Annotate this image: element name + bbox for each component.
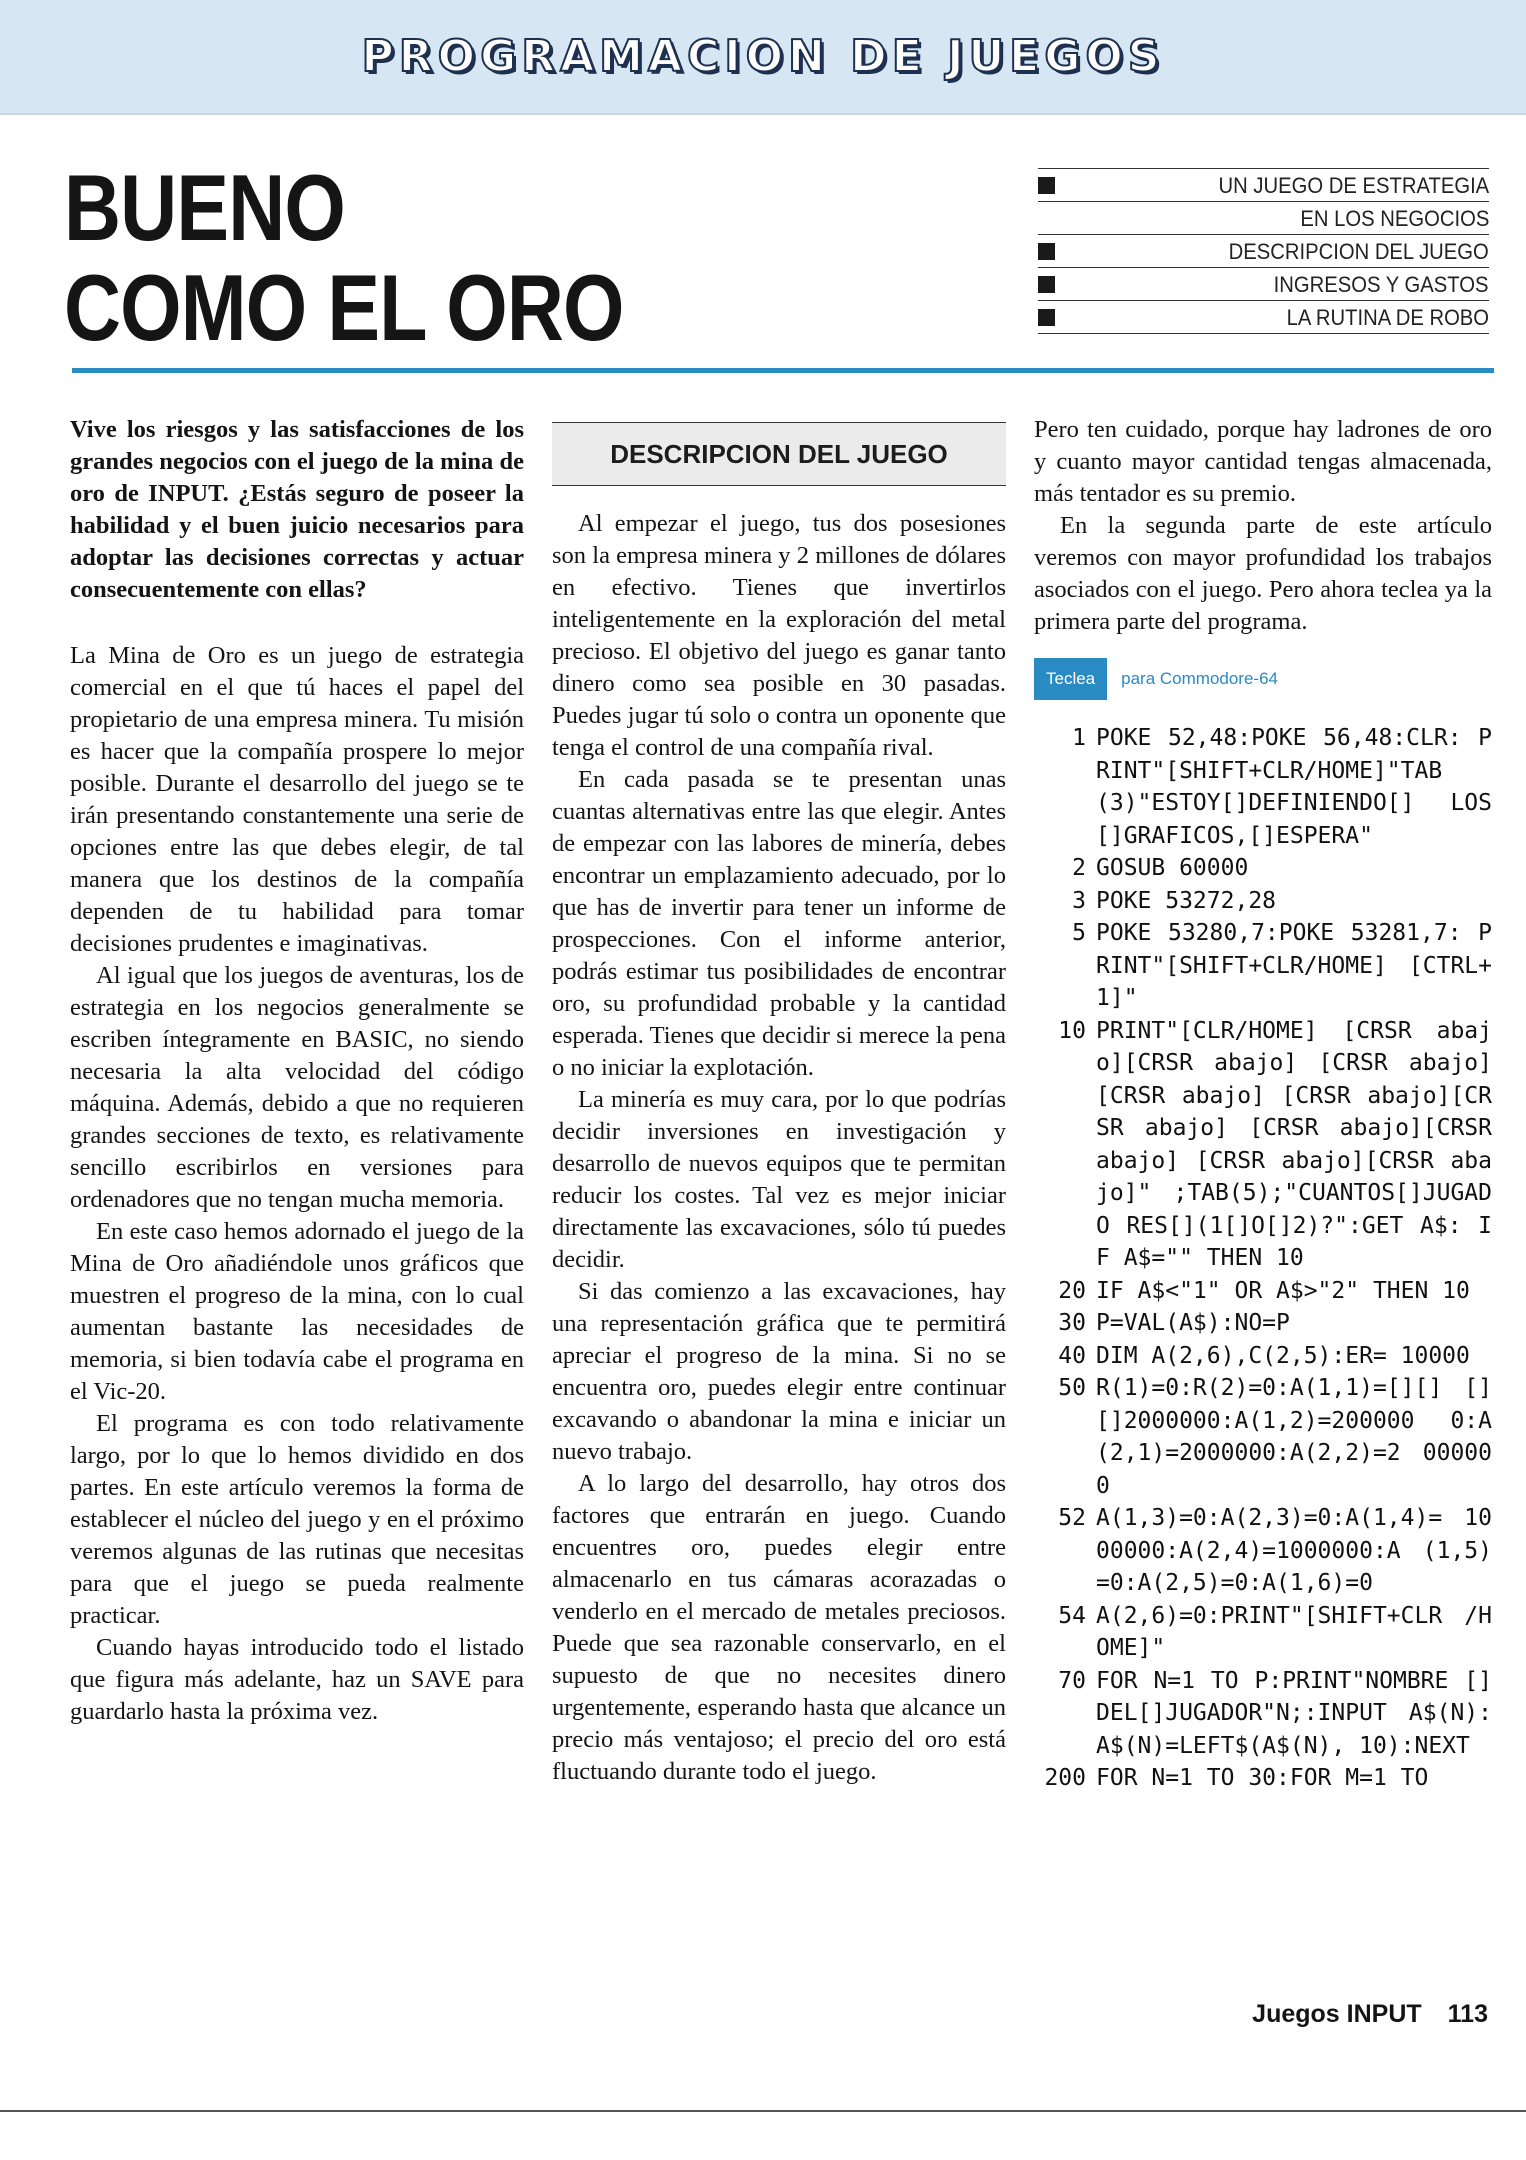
page-number: 113	[1447, 2000, 1488, 2028]
headline-line-2: COMO EL ORO	[64, 255, 624, 360]
line-number: 20	[1058, 1277, 1086, 1304]
listing-line	[1034, 1600, 1492, 1665]
square-bullet-icon	[1038, 243, 1055, 260]
publication-name: Juegos INPUT	[1252, 2000, 1422, 2028]
platform-label: para Commodore-64	[1121, 669, 1278, 688]
line-code: GOSUB 60000	[1096, 855, 1249, 881]
listing-line	[1034, 1015, 1506, 1275]
line-number: 5	[1072, 920, 1086, 946]
page-footer	[1252, 2000, 1488, 2029]
listing-line	[1034, 1502, 1492, 1600]
listing-line	[1034, 722, 1492, 852]
column-2	[552, 414, 1006, 1788]
body-paragraph: En cada pasada se te presentan unas cuantas alternativas entre las que elegir. Antes de empezar con las labores de minería, debes encontrar un emplazamiento adecuado, por lo que has de invertir para tener un informe de prospecciones. Con el informe anterior, podrás estimar tus posibilidades de encontrar oro, su profundidad probable y la cantidad esperada. Tienes que decidir si merece la pena o no iniciar la explotación.	[552, 766, 1006, 1081]
line-number: 40	[1058, 1342, 1086, 1369]
line-code: POKE 52,48:POKE 56,48:CLR: PRINT"[SHIFT+CLR/HOME]"TAB (3)"ESTOY[]DEFINIENDO[] LOS[]GRAFICOS,[]ESPERA"	[1096, 725, 1492, 849]
listing-line	[1034, 1372, 1492, 1502]
body-paragraph: Al igual que los juegos de aventuras, los de estrategia en los negocios generalmente se escriben íntegramente en BASIC, no siendo necesaria la alta velocidad del código máquina. Además, debido a que no requieren grandes secciones de texto, es relativamente sencillo escribirlos en versiones para ordenadores que no tengan mucha memoria.	[70, 962, 524, 1213]
body-paragraph: La minería es muy cara, por lo que podrías decidir inversiones en investigación y desarrollo de nuevos equipos que te permitan reducir los costes. Tal vez es mejor iniciar directamente las excavaciones, sólo tú puedes decidir.	[552, 1086, 1006, 1273]
line-code: POKE 53280,7:POKE 53281,7: PRINT"[SHIFT+CLR/HOME] [CTRL+1]"	[1096, 920, 1492, 1011]
topic-item: LA RUTINA DE ROBO	[1038, 300, 1489, 334]
article-headline	[64, 155, 624, 360]
line-code: DIM A(2,6),C(2,5):ER= 10000	[1096, 1342, 1470, 1369]
listing-line	[1034, 1762, 1492, 1795]
body-paragraph: El programa es con todo relativamente largo, por lo que lo hemos dividido en dos partes. En este artículo veremos la forma de establecer el núcleo del juego y en el próximo veremos algunas de las rutinas que necesitas para que el juego se pueda realmente practicar.	[70, 1410, 524, 1629]
square-bullet-icon	[1038, 276, 1055, 293]
listing-tag	[1034, 658, 1492, 700]
listing-line	[1034, 1275, 1492, 1308]
column-1	[70, 414, 524, 1728]
line-code: A(2,6)=0:PRINT"[SHIFT+CLR /HOME]"	[1096, 1602, 1492, 1661]
column-3	[1034, 414, 1506, 1795]
listing-line	[1034, 885, 1492, 918]
section-title: PROGRAMACION DE JUEGOS	[361, 31, 1165, 82]
line-code: IF A$<"1" OR A$>"2" THEN 10	[1096, 1277, 1470, 1304]
body-paragraph: La Mina de Oro es un juego de estrategia comercial en el que tú haces el papel del propietario de una empresa minera. Tu misión es hacer que la compañía prospere lo mejor posible. Durante el desarrollo del juego se te irán presentando constantemente una serie de opciones entre las que debes elegir, de tal manera que los destinos de la compañía dependen de tu habilidad para tomar decisiones prudentes e imaginativas.	[70, 642, 524, 957]
headline-line-1: BUENO	[64, 155, 345, 260]
body-paragraph: Si das comienzo a las excavaciones, hay una representación gráfica que te permitirá apreciar el progreso de la mina. Si no se encuentra oro, puedes elegir entre continuar excavando o abandonar la mina e iniciar un nuevo trabajo.	[552, 1278, 1006, 1465]
listing-line	[1034, 917, 1492, 1015]
line-number: 54	[1058, 1602, 1086, 1629]
header-divider	[72, 368, 1494, 373]
body-paragraph: A lo largo del desarrollo, hay otros dos factores que entrarán en juego. Cuando encuentres oro, puedes elegir entre almacenarlo en tus cámaras acorazadas o venderlo en el mercado de metales preciosos. Puede que sea razonable conservarlo, en el supuesto de que no necesites dinero urgentemente, esperando hasta que alcance un precio más ventajoso; el precio del oro está fluctuando durante todo el juego.	[552, 1470, 1006, 1785]
square-bullet-icon	[1038, 177, 1055, 194]
topic-item: EN LOS NEGOCIOS	[1038, 201, 1489, 234]
section-banner	[0, 0, 1526, 115]
line-number: 200	[1044, 1765, 1086, 1791]
line-number: 2	[1072, 855, 1086, 881]
line-code: PRINT"[CLR/HOME] [CRSR abajo][CRSR abajo] [CRSR abajo][CRSR abajo] [CRSR abajo][CRSR abajo] [CRSR abajo][CRSR abajo] [CRSR abajo][CRSR abajo]" ;TAB(5);"CUANTOS[]JUGADO RES[](1[]O[]2)?":GET A$: IF A$="" THEN 10	[1096, 1017, 1506, 1271]
body-paragraph: Cuando hayas introducido todo el listado que figura más adelante, haz un SAVE para guardarlo hasta la próxima vez.	[70, 1634, 524, 1725]
line-number: 1	[1072, 725, 1086, 751]
topic-list	[1038, 168, 1489, 334]
body-paragraph: Al empezar el juego, tus dos posesiones son la empresa minera y 2 millones de dólares en efectivo. Tienes que invertirlos inteligentemente en la exploración del metal precioso. El objetivo del juego es ganar tanto dinero como sea posible en 30 pasadas. Puedes jugar tú solo o contra un oponente que tenga el control de una compañía rival.	[552, 510, 1006, 761]
lead-paragraph: Vive los riesgos y las satisfacciones de los grandes negocios con el juego de la mina de oro de INPUT. ¿Estás seguro de poseer la habilidad y el buen juicio necesarios para adoptar las decisiones correctas y actuar consecuentemente con ellas?	[70, 416, 524, 603]
line-code: POKE 53272,28	[1096, 887, 1277, 914]
body-paragraph: En este caso hemos adornado el juego de la Mina de Oro añadiéndole unos gráficos que muestren el progreso de la mina, con lo cual aumentan bastante las necesidades de memoria, si bien todavía cabe el programa en el Vic-20.	[70, 1218, 524, 1405]
basic-listing	[1034, 722, 1506, 1795]
line-number: 50	[1058, 1375, 1086, 1401]
line-code: FOR N=1 TO P:PRINT"NOMBRE []DEL[]JUGADOR"N;:INPUT A$(N):A$(N)=LEFT$(A$(N), 10):NEXT	[1096, 1667, 1492, 1759]
body-paragraph: Pero ten cuidado, porque hay ladrones de oro y cuanto mayor cantidad tengas almacenada, más tentador es su premio.	[1034, 416, 1492, 507]
line-code: A(1,3)=0:A(2,3)=0:A(1,4)= 1000000:A(2,4)=1000000:A (1,5)=0:A(2,5)=0:A(1,6)=0	[1096, 1505, 1492, 1596]
listing-line	[1034, 1665, 1492, 1763]
line-number: 52	[1058, 1505, 1086, 1531]
line-number: 30	[1058, 1310, 1086, 1336]
line-code: R(1)=0:R(2)=0:A(1,1)=[][] [][]2000000:A(1,2)=200000 0:A(2,1)=2000000:A(2,2)=2 000000	[1096, 1375, 1492, 1499]
body-paragraph: En la segunda parte de este artículo veremos con mayor profundidad los trabajos asociados con el juego. Pero ahora teclea ya la primera parte del programa.	[1034, 512, 1492, 635]
topic-item: UN JUEGO DE ESTRATEGIA	[1038, 168, 1489, 201]
square-bullet-icon	[1038, 309, 1055, 326]
bottom-divider	[0, 2110, 1526, 2112]
line-number: 70	[1058, 1667, 1086, 1694]
listing-line	[1034, 1307, 1492, 1340]
listing-line	[1034, 852, 1492, 885]
line-code: P=VAL(A$):NO=P	[1096, 1310, 1290, 1336]
topic-item: DESCRIPCION DEL JUEGO	[1038, 234, 1489, 267]
line-code: FOR N=1 TO 30:FOR M=1 TO	[1096, 1765, 1429, 1791]
line-number: 10	[1058, 1017, 1086, 1044]
topic-item: INGRESOS Y GASTOS	[1038, 267, 1489, 300]
listing-line	[1034, 1340, 1492, 1373]
line-number: 3	[1072, 887, 1086, 914]
section-heading: DESCRIPCION DEL JUEGO	[552, 422, 1006, 486]
teclea-badge: Teclea	[1034, 658, 1107, 700]
